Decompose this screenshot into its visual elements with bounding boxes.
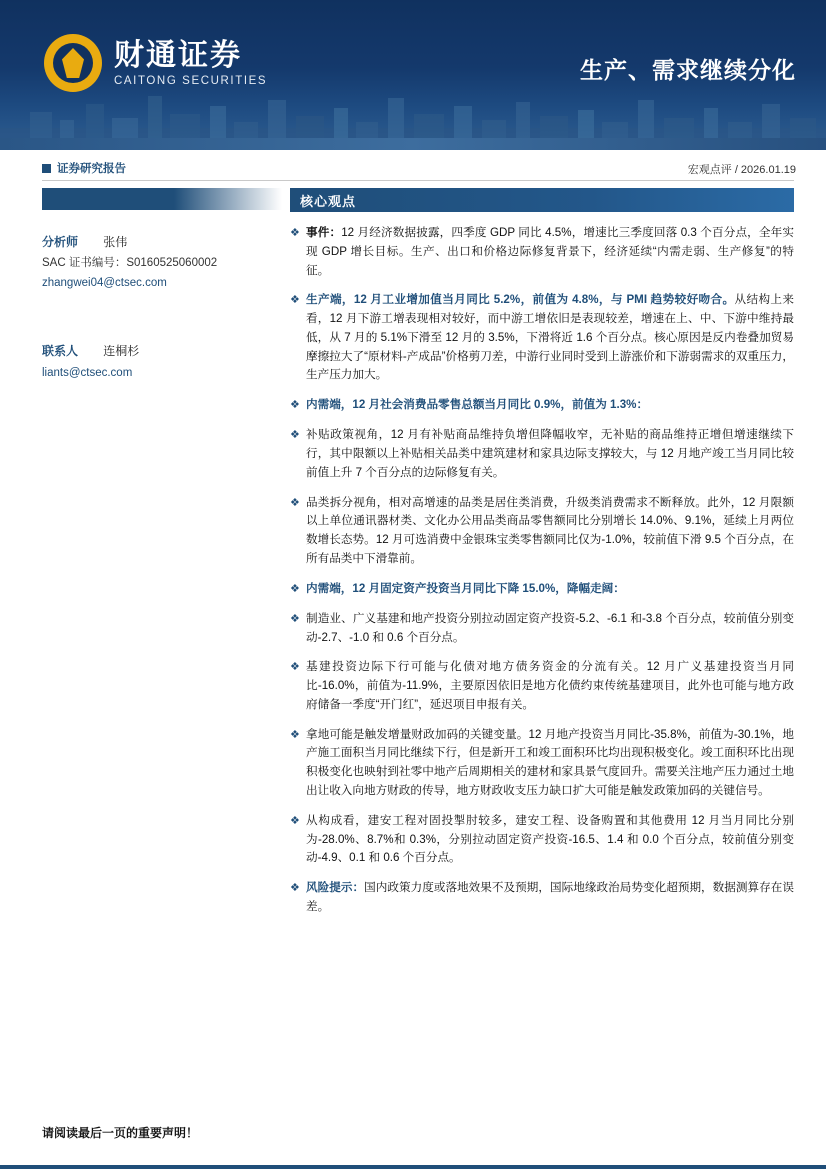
- header-divider: [42, 180, 794, 181]
- bullet-text: [306, 658, 794, 714]
- analyst-role-label: 分析师: [42, 235, 79, 249]
- diamond-bullet-icon: ❖: [290, 612, 300, 625]
- report-title: 生产、需求继续分化: [580, 57, 796, 83]
- analyst-email[interactable]: zhangwei04@ctsec.com: [42, 277, 167, 290]
- bullet-item: [290, 426, 794, 482]
- subheader-row: [0, 150, 826, 180]
- research-report-label: 证券研究报告: [57, 163, 126, 175]
- diamond-bullet-icon: ❖: [290, 661, 300, 674]
- diamond-bullet-icon: ❖: [290, 294, 300, 307]
- bullet-item: [290, 494, 794, 569]
- left-sidebar: [42, 188, 282, 383]
- bullet-text: [306, 396, 794, 415]
- bullet-text: [306, 426, 794, 482]
- footer-rule: [0, 1165, 826, 1169]
- bullet-text: [306, 494, 794, 569]
- company-logo: [44, 34, 267, 92]
- bullet-body: 从结构上来看，12 月下游工增表现相对较好，而中游工增依旧是表现较差，增速在上、中、下游中维持最低，从 7 月的 5.1%下滑至 12 月的 3.5%，下滑将近 1.6 个百分点。核心原因是反内卷叠加贸易摩擦拉大了“原材料-产成品”价格剪刀差，中游行业同时受到上游涨价和下游弱需求的双重压力，生产压力加大。: [306, 293, 794, 382]
- bullet-list: [290, 224, 794, 917]
- diamond-bullet-icon: ❖: [290, 582, 300, 595]
- bullet-text: [306, 291, 794, 385]
- diamond-bullet-icon: ❖: [290, 429, 300, 442]
- bullet-item: [290, 658, 794, 714]
- tag-square-icon: [42, 164, 51, 173]
- bullet-lead: 事件：: [306, 226, 342, 239]
- bullet-text: [306, 580, 794, 599]
- bullet-item: [290, 291, 794, 385]
- bullet-text: [306, 610, 794, 648]
- diamond-bullet-icon: ❖: [290, 814, 300, 827]
- logo-text: [114, 39, 267, 87]
- bullet-item: [290, 396, 794, 415]
- analyst-sac-number: SAC 证书编号：S0160525060002: [42, 257, 218, 270]
- main-content: [290, 188, 794, 928]
- bullet-item: [290, 610, 794, 648]
- contact-name: 连桐杉: [103, 344, 140, 359]
- bullet-body: 12 月经济数据披露，四季度 GDP 同比 4.5%，增速比三季度回落 0.3 个百分点，全年实现 GDP 增长目标。生产、出口和价格边际修复背景下，经济延续“内需走弱、生产修复”的特征。: [306, 226, 794, 277]
- bullet-text: [306, 879, 794, 917]
- core-view-header: 核心观点: [290, 188, 794, 212]
- banner-strip: [0, 138, 826, 150]
- sidebar-gap: [42, 293, 282, 319]
- bullet-body: 国内政策力度或落地效果不及预期，国际地缘政治局势变化超预期，数据测算存在误差。: [306, 881, 794, 913]
- diamond-bullet-icon: ❖: [290, 399, 300, 412]
- bullet-body: 拿地可能是触发增量财政加码的关键变量。12 月地产投资当月同比-35.8%，前值为-30.1%，地产施工面积当月同比继续下行，但是新开工和竣工面积环比均出现积极变化。竣工面积环比出现积极变化也映射到社零中地产后周期相关的建材和家具景气度回升。需要关注地产压力通过土地出让收入向地方财政的传导，地方财政收支压力缺口扩大可能是触发政策加码的关键信号。: [306, 727, 794, 797]
- bullet-text: [306, 812, 794, 868]
- bullet-body: 补贴政策视角，12 月有补贴商品维持负增但降幅收窄，无补贴的商品维持正增但增速继续下行，其中限额以上补贴相关品类中建筑建材和家具边际支撑较大，与 12 月地产竣工当月同比较前值上升 7 个百分点的边际修复有关。: [306, 428, 794, 479]
- analyst-name: 张伟: [103, 235, 128, 249]
- bullet-text: [306, 726, 794, 801]
- logo-chinese-name: 财通证券: [114, 39, 242, 72]
- bullet-item: [290, 224, 794, 280]
- analyst-info: [42, 232, 282, 293]
- sidebar-accent-bar: [42, 188, 282, 210]
- contact-role-label: 联系人: [42, 344, 79, 359]
- research-report-tag: [42, 160, 126, 176]
- bullet-item: [290, 812, 794, 868]
- contact-info: [42, 341, 282, 382]
- logo-english-name: CAITONG SECURITIES: [114, 75, 268, 87]
- document-meta: 宏观点评 / 2026.01.19: [687, 164, 796, 176]
- bullet-item: [290, 879, 794, 917]
- bullet-item: [290, 580, 794, 599]
- contact-email[interactable]: liants@ctsec.com: [42, 366, 133, 379]
- bullet-text: [306, 224, 794, 280]
- bullet-lead: 生产端，12 月工业增加值当月同比 5.2%，前值为 4.8%，与 PMI 趋势较好吻合。: [306, 293, 735, 307]
- bullet-body: 基建投资边际下行可能与化债对地方债务资金的分流有关。12 月广义基建投资当月同比-16.0%，前值为-11.9%，主要原因依旧是地方化债约束传统基建项目，此外也可能与地方政府储备一季度“开门红”，延迟项目申报有关。: [306, 660, 794, 711]
- diamond-bullet-icon: ❖: [290, 882, 300, 895]
- diamond-bullet-icon: ❖: [290, 728, 300, 741]
- footer-disclaimer: 请阅读最后一页的重要声明！: [42, 1126, 199, 1140]
- bullet-lead: 内需端，12 月社会消费品零售总额当月同比 0.9%，前值为 1.3%：: [306, 398, 649, 412]
- bullet-item: [290, 726, 794, 801]
- bullet-lead: 内需端，12 月固定资产投资当月同比下降 15.0%，降幅走阔：: [306, 581, 625, 595]
- logo-mark-icon: [44, 34, 102, 92]
- bullet-lead: 风险提示：: [306, 881, 365, 895]
- bullet-body: 从构成看，建安工程对固投掣肘较多，建安工程、设备购置和其他费用 12 月当月同比分别为-28.0%、8.7%和 0.3%，分别拉动固定资产投资-16.5、1.4 和 0.0 个百分点，较前值分别变动-4.9、0.1 和 0.6 个百分点。: [306, 813, 794, 865]
- bullet-body: 品类拆分视角，相对高增速的品类是居住类消费，升级类消费需求不断释放。此外，12 月限额以上单位通讯器材类、文化办公用品类商品零售额同比分别增长 14.0%、9.1%，延续上月两位数增长态势。12 月可选消费中金银珠宝类零售额同比仅为-1.0%，较前值下滑 9.5 个百分点，在所有品类中下滑靠前。: [306, 495, 794, 565]
- header-banner: [0, 0, 826, 150]
- diamond-bullet-icon: ❖: [290, 496, 300, 509]
- bullet-body: 制造业、广义基建和地产投资分别拉动固定资产投资-5.2、-6.1 和-3.8 个百分点，较前值分别变动-2.7、-1.0 和 0.6 个百分点。: [306, 611, 794, 644]
- diamond-bullet-icon: ❖: [290, 227, 300, 239]
